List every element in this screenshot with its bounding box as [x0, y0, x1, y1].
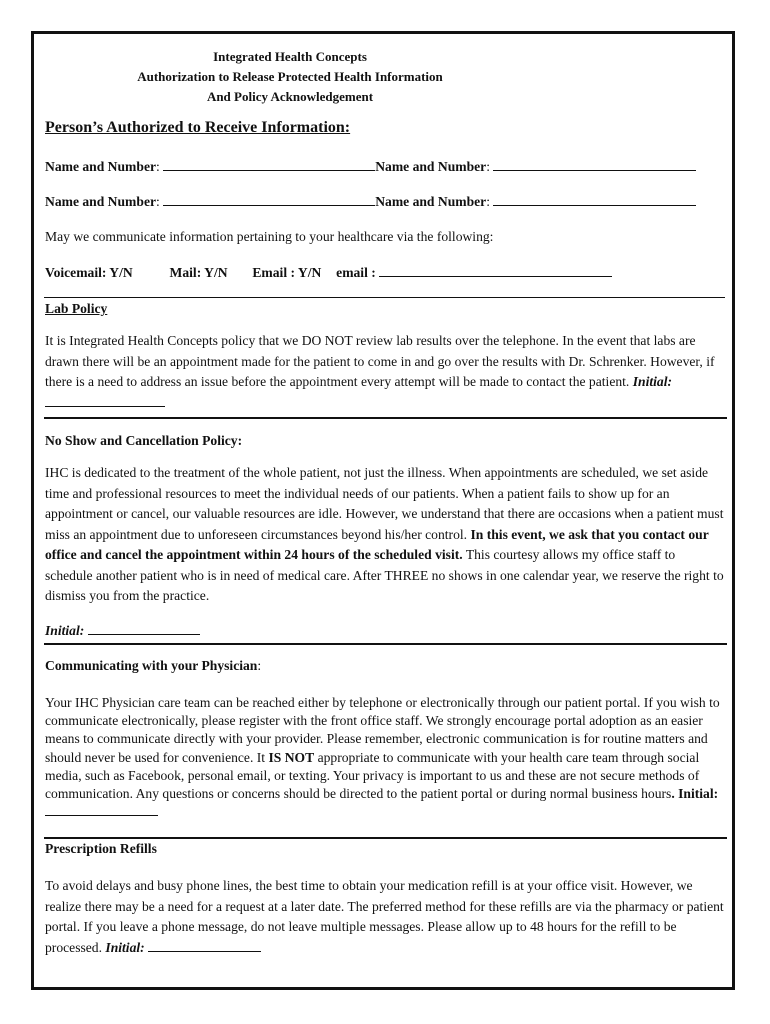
section-divider	[44, 297, 725, 298]
name-number-label: Name and Number	[45, 194, 157, 209]
email-yn-option[interactable]: Email : Y/N	[252, 265, 322, 280]
lab-policy-text: It is Integrated Health Concepts policy that we DO NOT review lab results over the telephone. In the event that labs are drawn there will be an appointment made for the patient to come in and go over the results with Dr. Schrenker. However, if there is a need to address an issue before the appointment every attempt will be made to contact the patient. Initial:	[45, 331, 723, 413]
refills-initial-field[interactable]	[148, 939, 261, 952]
org-name: Integrated Health Concepts	[213, 49, 367, 64]
form-subtitle: And Policy Acknowledgement	[206, 89, 374, 104]
voicemail-option[interactable]: Voicemail: Y/N	[45, 265, 133, 280]
name-number-label: Name and Number	[375, 159, 487, 174]
no-show-title: No Show and Cancellation Policy:	[45, 433, 243, 448]
email-field[interactable]	[379, 264, 612, 277]
authorized-row-1: Name and Number: Name and Number:	[45, 158, 735, 175]
name-number-label: Name and Number	[375, 194, 487, 209]
no-show-initial-label: Initial:	[45, 623, 85, 638]
lab-policy-title: Lab Policy	[45, 301, 108, 316]
physician-title: Communicating with your Physician:	[45, 658, 262, 673]
section-divider	[44, 417, 727, 419]
refills-title: Prescription Refills	[45, 841, 157, 856]
authorized-row-2: Name and Number: Name and Number:	[45, 193, 735, 210]
name-number-field-4[interactable]	[493, 193, 696, 206]
physician-initial-field[interactable]	[45, 803, 158, 816]
authorized-title: Person’s Authorized to Receive Information:	[45, 119, 351, 136]
refills-text: To avoid delays and busy phone lines, the best time to obtain your medication refill is at your office visit. However, we realize there may be a need for a request at a later date. The preferred method for these refills are via the pharmacy or patient portal. If you leave a phone message, do not leave multiple messages. Please allow up to 48 hours for the refill to be processed. Initial:	[45, 878, 724, 955]
no-show-initial	[45, 622, 200, 639]
name-number-field-2[interactable]	[493, 158, 696, 171]
name-number-label: Name and Number	[45, 159, 157, 174]
refills-initial-label: Initial:	[105, 939, 145, 955]
email-label: email :	[336, 265, 376, 280]
name-number-field-1[interactable]	[163, 158, 375, 171]
name-number-field-3[interactable]	[163, 193, 375, 206]
section-divider	[44, 837, 727, 839]
document-header	[0, 47, 610, 107]
section-divider	[44, 643, 727, 645]
lab-initial-label: Initial:	[632, 374, 673, 389]
physician-initial-label: . Initial:	[671, 786, 719, 802]
no-show-text: IHC is dedicated to the treatment of the whole patient, not just the illness. When appointments are scheduled, we set aside time and professional resources to meet the individual needs of our patients. When a patient fails to show up for an appointment or cancel, our valuable resources are idle. However, we understand that there are occasions when a patient must miss an appointment due to unforeseen circumstances beyond his/her control. In this event, we ask that you contact our office and cancel the appointment within 24 hours of the scheduled visit. This courtesy allows my office staff to schedule another patient who is in need of medical care. After THREE no shows in one calendar year, we reserve the right to dismiss you from the practice.	[45, 465, 724, 603]
communicate-question: May we communicate information pertaining to your healthcare via the following:	[45, 229, 494, 244]
physician-text: Your IHC Physician care team can be reached either by telephone or electronically through our patient portal. If you wish to communicate electronically, please register with the front office staff. We strongly encourage portal adoption as an easier means to communicate directly with your provider. Please remember, electronic communication is for routine matters and should never be used for convenience. It IS NOT appropriate to communicate with your health care team through social media, such as Facebook, personal email, or texting. Your privacy is important to us and these are not secure methods of communication. Any questions or concerns should be directed to the patient portal or during normal business hours. Initial:	[45, 694, 727, 821]
communicate-options	[45, 264, 735, 281]
no-show-initial-field[interactable]	[88, 622, 200, 635]
lab-initial-field[interactable]	[45, 394, 165, 407]
mail-option[interactable]: Mail: Y/N	[169, 265, 228, 280]
form-title: Authorization to Release Protected Health Information	[137, 69, 443, 84]
